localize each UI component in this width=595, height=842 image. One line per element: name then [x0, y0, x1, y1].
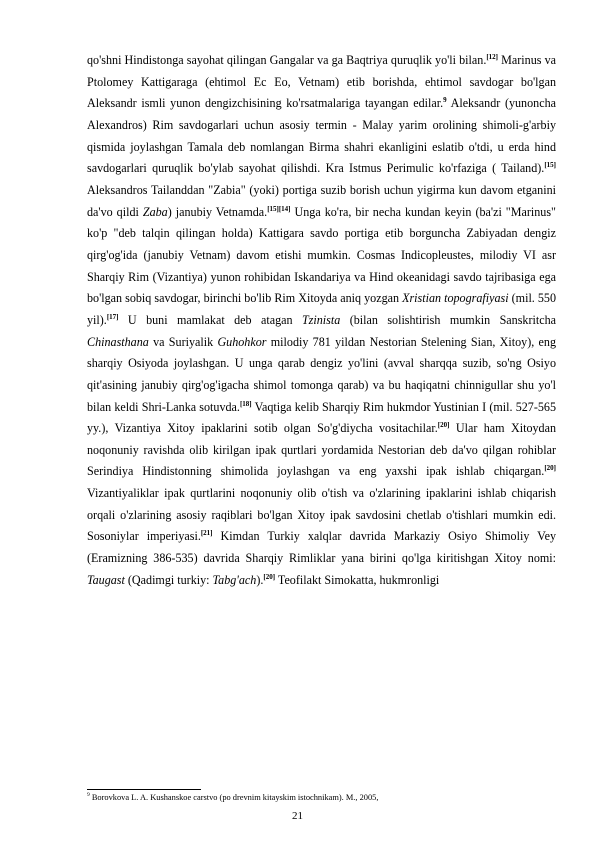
citation-ref[interactable]: [17] — [106, 312, 119, 321]
footnote-ref[interactable]: 9 — [443, 96, 447, 105]
footnote — [87, 792, 556, 803]
text-segment: Aleksandr (yunoncha Alexandros) Rim savdogarlari uchun asosiy termin - Malay yarim orolining shimoli-g'arbiy qismida joylashgan Tamala deb nomlangan Birma shahri ekanligini eslatib o'tdi, u erda hind savdogarlari quruqlik bo'ylab sayohat qilishdi. Kra Istmus Perimulic ko'rfaziga ( Tailand). — [87, 96, 556, 176]
italic-term: Chinasthana — [87, 334, 149, 349]
body-paragraph — [87, 50, 556, 591]
citation-ref[interactable]: [20] — [437, 421, 450, 430]
text-segment: (mil. 550 yil). — [87, 291, 557, 327]
text-segment: ). — [256, 572, 264, 587]
text-segment: Teofilakt Simokatta, hukmronligi — [275, 572, 440, 587]
footnote-text: Borovkova L. A. Kushanskoe carstvo (po drevnim kitayskim istochnikam). M., 2005, — [89, 793, 379, 802]
citation-ref[interactable]: [18] — [239, 399, 252, 408]
text-segment: Kimdan Turkiy xalqlar davrida Markaziy Osiyo Shimoliy Vey (Eramizning 386-535) davrida Sharqiy Rimliklar yana birini qo'lga kiritishgan Xitoy nomi: — [87, 529, 556, 566]
text-segment: Vaqtiga kelib Sharqiy Rim hukmdor Yustinian I (mil. 527-565 yy.), Vizantiya Xitoy ipaklarini sotib olgan So'g'diycha vositachilar. — [87, 399, 556, 436]
text-segment: (bilan solishtirish mumkin Sanskritcha — [340, 312, 556, 327]
text-segment: (Qadimgi turkiy: — [124, 572, 213, 587]
text-segment: qo'shni Hindistonga sayohat qilingan Gangalar va ga Baqtriya quruqlik yo'li bilan. — [87, 53, 487, 67]
italic-term: Zaba — [142, 204, 168, 219]
text-segment: Ular ham Xitoydan noqonuniy ravishda olib kirilgan ipak qurtlari yordamida Nestorian deb da'vo qilgan rohiblar Serindiya Hindistonning shimolida joylashgan va eng yaxshi ipak ishlab chiqargan. — [87, 421, 556, 479]
main-text — [87, 50, 556, 591]
text-segment: Marinus va Ptolomey Kattigaraga (ehtimol Ec Eo, Vetnam) etib borishda, ehtimol savdogar bo'lgan Aleksandr ismli yunon dengizchisining ko'rsatmalariga tayangan edilar. — [87, 53, 556, 111]
italic-term: Guhohkor — [217, 334, 267, 349]
italic-term: Tabg'ach — [212, 572, 257, 587]
text-segment: U buni mamlakat deb atagan — [118, 312, 302, 327]
citation-ref[interactable]: [15] — [544, 161, 556, 170]
citation-ref[interactable]: [20] — [544, 464, 556, 473]
text-segment: Unga ko'ra, bir necha kundan keyin (ba'zi "Marinus" ko'p "deb talqin qilingan holda) Kattigara savdo portiga etib borguncha Zabiyadan dengiz qirg'og'ida (janubiy Vetnam) davom etishi mumkin. Cosmas Indicopleustes, milodiy VI asr Sharqiy Rim (Vizantiya) yunon rohibidan Iskandariya va Hind okeanidagi savdo tajribasiga ega bo'lgan sobiq savdogar, birinchi bo'lib Rim Xitoyda aniq yozgan — [87, 204, 556, 306]
citation-ref[interactable]: [12] — [486, 52, 499, 61]
italic-term: Tzinista — [301, 312, 341, 327]
text-segment: Aleksandros Tailanddan "Zabia" (yoki) portiga suzib borish uchun yigirma kun davom etganini da'vo qildi — [87, 182, 556, 219]
text-segment: milodiy 781 yildan Nestorian Stelening Sian, Xitoy), eng sharqiy Osiyoda joylashgan. U unga qarab dengiz yo'lini (avval sharqqa suzib, so'ng Osiyo qit'asining janubiy qirg'og'igacha shimol tomonga qarab) va bu haqiqatni chinnigullar shu yo'l bilan keldi Shri-Lanka sotuvda. — [87, 334, 557, 414]
footnote-divider — [87, 789, 201, 790]
italic-term: Taugast — [87, 572, 125, 587]
text-segment: ) janubiy Vetnamda. — [167, 204, 268, 219]
page-number: 21 — [292, 810, 303, 822]
footnote-mark: 9 — [87, 792, 90, 799]
text-segment: Vizantiyaliklar ipak qurtlarini noqonuniy olib o'tish va o'zlarining ipaklarini ishlab chiqarish orqali o'zlarining asosiy raqiblari bo'lgan Xitoy ipak savdosini chetlab o'tishlari mumkin edi. Sosoniylar imperiyasi. — [87, 486, 556, 544]
citation-ref[interactable]: [21] — [200, 529, 213, 538]
citation-ref[interactable]: [15][14] — [267, 204, 291, 213]
italic-term: Xristian topografiyasi — [402, 291, 509, 306]
citation-ref[interactable]: [20] — [263, 572, 276, 581]
text-segment: va Suriyalik — [148, 334, 218, 349]
